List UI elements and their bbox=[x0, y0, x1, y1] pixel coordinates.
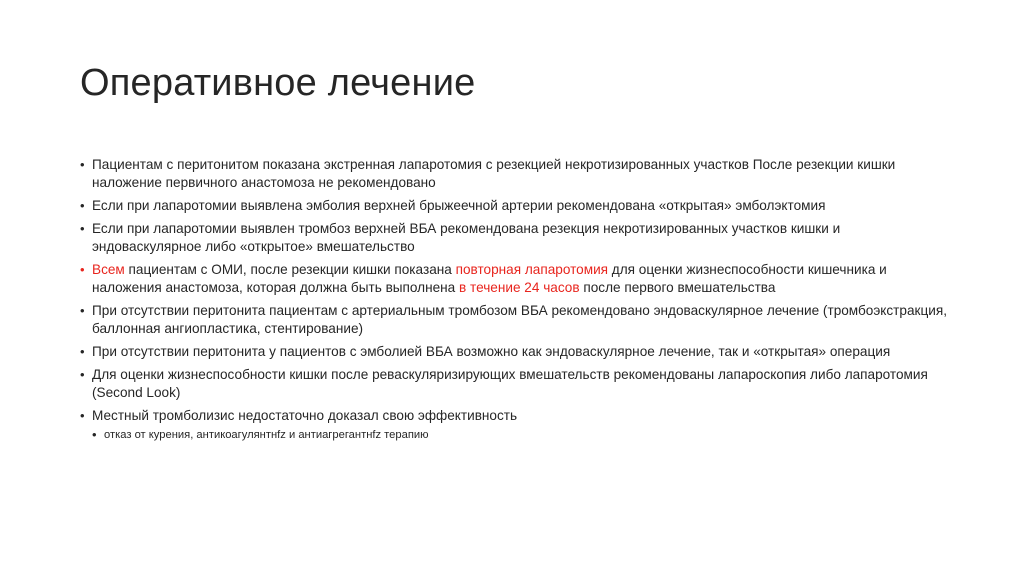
bullet-icon: • bbox=[80, 367, 85, 382]
bullet-icon: • bbox=[80, 221, 85, 236]
sub-list-item bbox=[92, 427, 950, 443]
bullet-icon: • bbox=[80, 303, 85, 318]
list-item-text: Если при лапаротомии выявлен тромбоз верхней ВБА рекомендована резекция некротизированных участков кишки и эндоваскулярное либо «открытое» вмешательство bbox=[92, 221, 841, 254]
list-item-text: после первого вмешательства bbox=[579, 280, 776, 295]
list-item-highlighted bbox=[80, 261, 950, 297]
bullet-icon: • bbox=[80, 262, 85, 277]
list-item bbox=[80, 366, 950, 402]
list-item-text: При отсутствии перитонита у пациентов с эмболией ВБА возможно как эндоваскулярное лечение, так и «открытая» операция bbox=[92, 344, 891, 359]
bullet-icon: • bbox=[80, 408, 85, 423]
bullet-list bbox=[80, 156, 950, 443]
list-item bbox=[80, 343, 950, 361]
list-item bbox=[80, 197, 950, 215]
highlight-24-hours: в течение 24 часов bbox=[459, 280, 580, 295]
list-item-text: для оценки жизнеспособности кишечника и наложения анастомоза, которая должна быть выполнена bbox=[92, 262, 887, 295]
sub-list-item-text: отказ от курения, антикоагулянтнfz и антиагрегантнfz терапию bbox=[104, 429, 429, 441]
highlight-repeat-laparotomy: повторная лапаротомия bbox=[455, 262, 609, 277]
list-item-text: При отсутствии перитонита пациентам с артериальным тромбозом ВБА рекомендовано эндоваскулярное лечение (тромбоэкстракция, баллонная ангиопластика, стентирование) bbox=[92, 303, 947, 336]
sub-bullet-list bbox=[92, 427, 950, 443]
list-item-text: Для оценки жизнеспособности кишки после реваскуляризирующих вмешательств рекомендованы лапароскопия либо лапаротомия (Second Look) bbox=[92, 367, 928, 400]
list-item bbox=[80, 407, 950, 443]
list-item bbox=[80, 220, 950, 256]
bullet-icon: • bbox=[80, 198, 85, 213]
bullet-icon: • bbox=[80, 157, 85, 172]
list-item-text: Если при лапаротомии выявлена эмболия верхней брыжеечной артерии рекомендована «открытая» эмболэктомия bbox=[92, 198, 826, 213]
highlight-all-patients: Всем bbox=[92, 262, 125, 277]
bullet-icon: • bbox=[92, 427, 97, 442]
slide-title: Оперативное лечение bbox=[80, 62, 476, 104]
list-item bbox=[80, 156, 950, 192]
list-item bbox=[80, 302, 950, 338]
list-item-text: пациентам с ОМИ, после резекции кишки показана bbox=[124, 262, 456, 277]
bullet-icon: • bbox=[80, 344, 85, 359]
list-item-text: Местный тромболизис недостаточно доказал свою эффективность bbox=[92, 408, 518, 423]
slide-content bbox=[80, 156, 950, 448]
list-item-text: Пациентам с перитонитом показана экстренная лапаротомия с резекцией некротизированных участков После резекции кишки наложение первичного анастомоза не рекомендовано bbox=[92, 157, 896, 190]
